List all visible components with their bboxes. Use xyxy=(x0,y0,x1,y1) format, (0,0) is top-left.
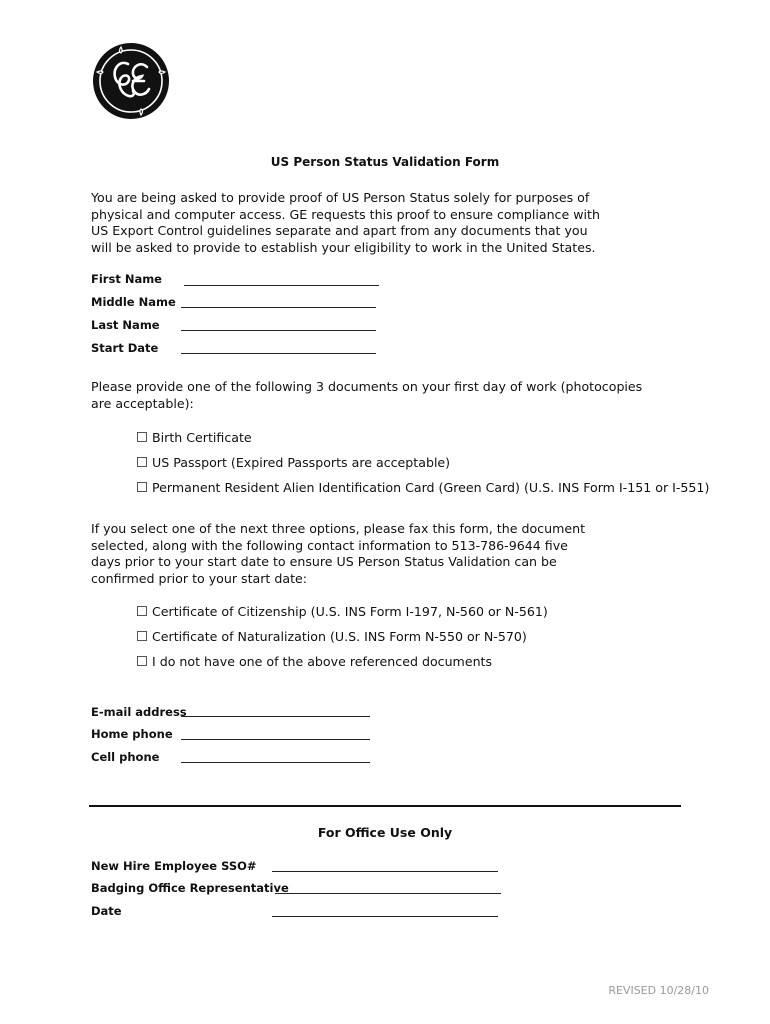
email-field[interactable] xyxy=(181,716,370,717)
first-name-label: First Name xyxy=(91,272,162,286)
badging-rep-field[interactable] xyxy=(275,893,501,894)
start-date-label: Start Date xyxy=(91,341,159,355)
ge-logo xyxy=(92,42,170,120)
start-date-field[interactable] xyxy=(181,353,376,354)
email-label: E-mail address xyxy=(91,705,187,719)
checkbox[interactable] xyxy=(137,482,147,492)
checkbox[interactable] xyxy=(137,606,147,616)
last-name-label: Last Name xyxy=(91,318,160,332)
sso-field[interactable] xyxy=(272,871,498,872)
revision-note: REVISED 10/28/10 xyxy=(608,984,709,997)
checkbox[interactable] xyxy=(137,656,147,666)
doc-option-none[interactable]: I do not have one of the above referenced documents xyxy=(137,654,492,669)
doc-option-naturalization[interactable]: Certificate of Naturalization (U.S. INS Form N-550 or N-570) xyxy=(137,629,527,644)
intro-paragraph: You are being asked to provide proof of US Person Status solely for purposes of physical and computer access. GE requests this proof to ensure compliance with US Export Control guidelines separate and apart from any documents that you will be asked to provide to establish your eligibility to work in the United States. xyxy=(91,190,600,255)
middle-name-field[interactable] xyxy=(181,307,376,308)
last-name-field[interactable] xyxy=(181,330,376,331)
sso-label: New Hire Employee SSO# xyxy=(91,859,257,873)
fax-instructions: If you select one of the next three options, please fax this form, the document selected, along with the following contact information to 513-786-9644 five days prior to your start date to ensure US Person Status Validation can be confirmed prior to your start date: xyxy=(91,521,586,586)
doc-option-birth-certificate[interactable]: Birth Certificate xyxy=(137,430,252,445)
doc-option-green-card[interactable]: Permanent Resident Alien Identification Card (Green Card) (U.S. INS Form I-151 or I-551) xyxy=(137,480,709,495)
checkbox[interactable] xyxy=(137,457,147,467)
office-date-field[interactable] xyxy=(272,916,498,917)
form-title: US Person Status Validation Form xyxy=(270,155,500,169)
documents-instructions: Please provide one of the following 3 documents on your first day of work (photocopies are acceptable): xyxy=(91,379,643,411)
first-name-field[interactable] xyxy=(184,285,379,286)
home-phone-label: Home phone xyxy=(91,727,173,741)
section-divider xyxy=(89,805,681,807)
cell-phone-label: Cell phone xyxy=(91,750,160,764)
office-use-title: For Office Use Only xyxy=(317,825,453,840)
home-phone-field[interactable] xyxy=(181,739,370,740)
doc-option-us-passport[interactable]: US Passport (Expired Passports are acceptable) xyxy=(137,455,450,470)
middle-name-label: Middle Name xyxy=(91,295,176,309)
office-date-label: Date xyxy=(91,904,122,918)
checkbox[interactable] xyxy=(137,631,147,641)
badging-rep-label: Badging Office Representative xyxy=(91,881,289,895)
cell-phone-field[interactable] xyxy=(181,762,370,763)
doc-option-citizenship[interactable]: Certificate of Citizenship (U.S. INS Form I-197, N-560 or N-561) xyxy=(137,604,548,619)
checkbox[interactable] xyxy=(137,432,147,442)
